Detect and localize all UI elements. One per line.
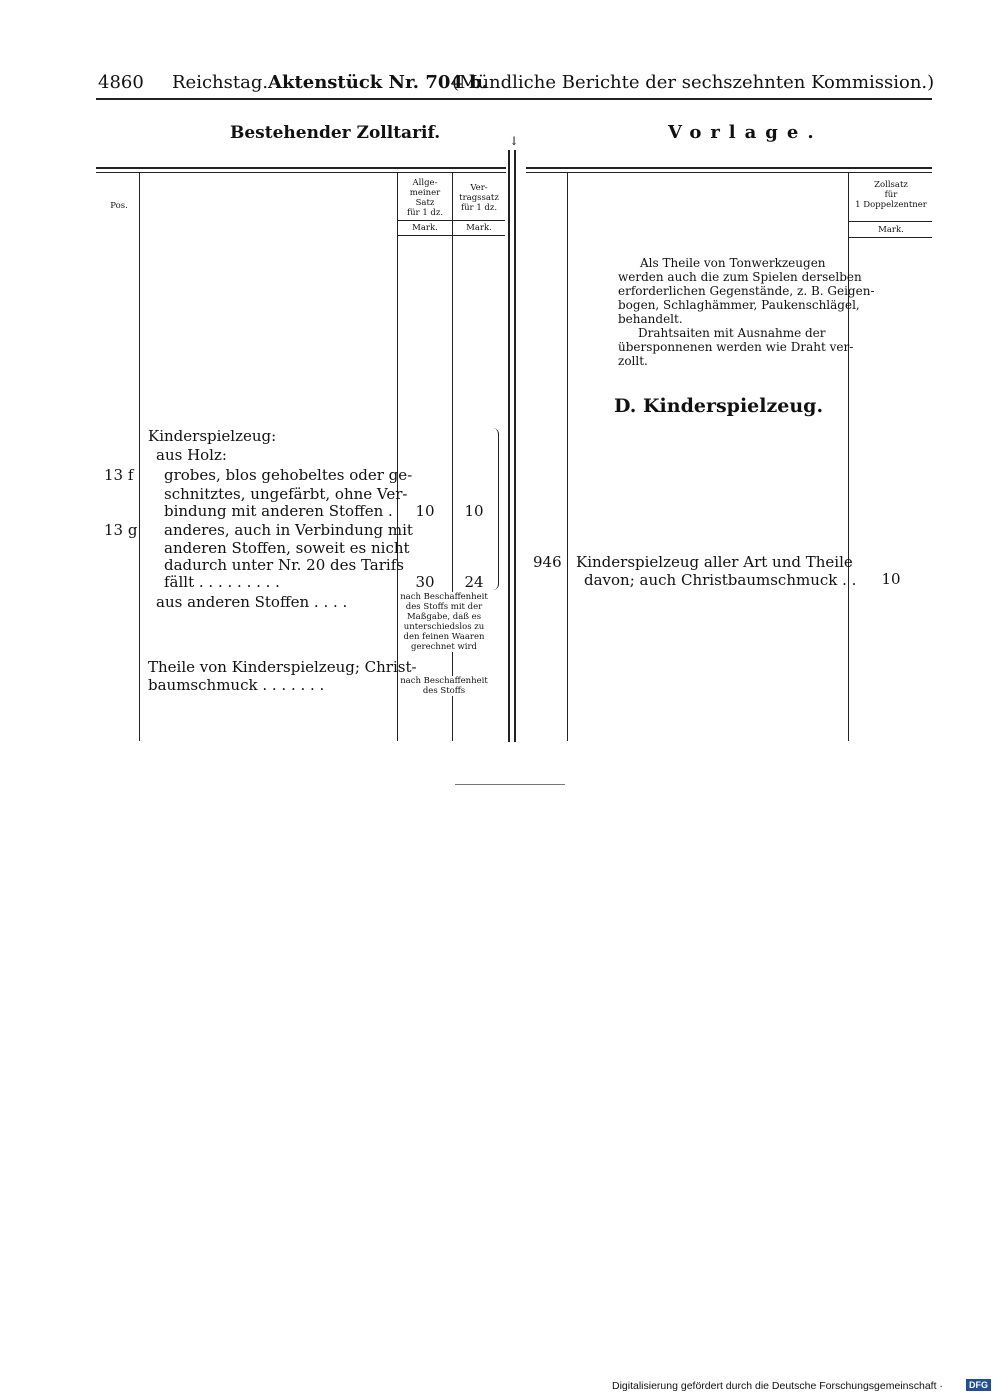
left-top-rule-thin <box>96 172 506 173</box>
center-divider-2 <box>514 150 516 742</box>
value-13g-treaty: 24 <box>464 573 484 591</box>
center-arrow-icon: ↓ <box>509 134 520 148</box>
note-other-materials: nach Beschaffenheit des Stoffs mit der Maßgabe, daß es unterschiedslos zu den feinen Waaren gerechnet wird <box>398 592 490 652</box>
header-rule <box>96 98 932 100</box>
footer-credit: Digitalisierung gefördert durch die Deutsche Forschungsgemeinschaft · <box>612 1380 943 1392</box>
right-unit-rule <box>848 237 932 238</box>
left-col-pos-border <box>139 173 140 741</box>
left-header-rule <box>397 220 505 221</box>
unit-treaty: Mark. <box>466 223 492 233</box>
row-text: schnitztes, ungefärbt, ohne Ver- <box>164 485 408 503</box>
row-text: Theile von Kinderspielzeug; Christ- <box>148 658 417 676</box>
item-pos: 946 <box>533 553 562 571</box>
row-text: bindung mit anderen Stoffen . <box>164 502 393 520</box>
right-top-rule <box>526 167 932 169</box>
left-top-rule <box>96 167 506 169</box>
note-line: übersponnenen werden wie Draht ver- <box>618 340 854 354</box>
center-divider <box>508 150 510 742</box>
row-text: aus Holz: <box>156 446 227 464</box>
unit-general: Mark. <box>412 223 438 233</box>
col-treaty-header: Ver- tragssatz für 1 dz. <box>459 183 499 213</box>
row-text: grobes, blos gehobeltes oder ge- <box>164 466 413 484</box>
right-col-pos-border <box>567 173 568 741</box>
running-title: Reichstag. <box>172 72 269 93</box>
note-line: Als Theile von Tonwerkzeugen <box>640 256 826 270</box>
document-reference: Aktenstück Nr. 704 b. <box>268 72 489 93</box>
value-13f-general: 10 <box>415 502 435 520</box>
value-13f-treaty: 10 <box>464 502 484 520</box>
value-13g-general: 30 <box>415 573 435 591</box>
row-text: aus anderen Stoffen . . . . <box>156 593 348 611</box>
note-line: zollt. <box>618 354 648 368</box>
row-text: anderes, auch in Verbindung mit <box>164 521 413 539</box>
row-pos: 13 f <box>104 466 134 484</box>
row-text: fällt . . . . . . . . . <box>164 573 280 591</box>
right-top-rule-thin <box>526 172 932 173</box>
unit-duty: Mark. <box>878 225 904 235</box>
row-text: Kinderspielzeug: <box>148 427 277 445</box>
row-text: baumschmuck . . . . . . . <box>148 676 325 694</box>
left-section-title: Bestehender Zolltarif. <box>230 123 441 143</box>
brace-mark <box>492 428 499 590</box>
end-separator <box>455 784 565 785</box>
left-col-general-border <box>397 173 398 741</box>
heading-d: D. Kinderspielzeug. <box>614 395 824 417</box>
left-unit-rule <box>397 235 505 236</box>
col-pos-header: Pos. <box>110 201 128 211</box>
note-line: bogen, Schlaghämmer, Paukenschlägel, <box>618 298 860 312</box>
note-parts: nach Beschaffenheit des Stoffs <box>398 676 490 696</box>
note-line: werden auch die zum Spielen derselben <box>618 270 862 284</box>
col-duty-header: Zollsatz für 1 Doppelzentner <box>855 180 927 210</box>
col-general-header: Allge- meiner Satz für 1 dz. <box>406 178 444 218</box>
row-text: anderen Stoffen, soweit es nicht <box>164 539 410 557</box>
row-text: dadurch unter Nr. 20 des Tarifs <box>164 556 404 574</box>
header-subtitle: (Mündliche Berichte der sechszehnten Kommission.) <box>452 72 935 93</box>
right-header-rule <box>848 221 932 222</box>
dfg-logo: DFG <box>966 1379 991 1391</box>
note-line: behandelt. <box>618 312 683 326</box>
row-pos: 13 g <box>104 521 138 539</box>
right-section-title: Vorlage. <box>668 122 823 143</box>
left-col-treaty-border <box>452 173 453 741</box>
item-value: 10 <box>881 570 901 588</box>
note-line: erforderlichen Gegenstände, z. B. Geigen- <box>618 284 875 298</box>
note-line: Drahtsaiten mit Ausnahme der <box>638 326 826 340</box>
right-col-duty-border <box>848 173 849 741</box>
item-line-2: davon; auch Christbaumschmuck . . <box>584 571 857 589</box>
item-line-1: Kinderspielzeug aller Art und Theile <box>576 553 853 571</box>
page-number: 4860 <box>98 72 144 93</box>
